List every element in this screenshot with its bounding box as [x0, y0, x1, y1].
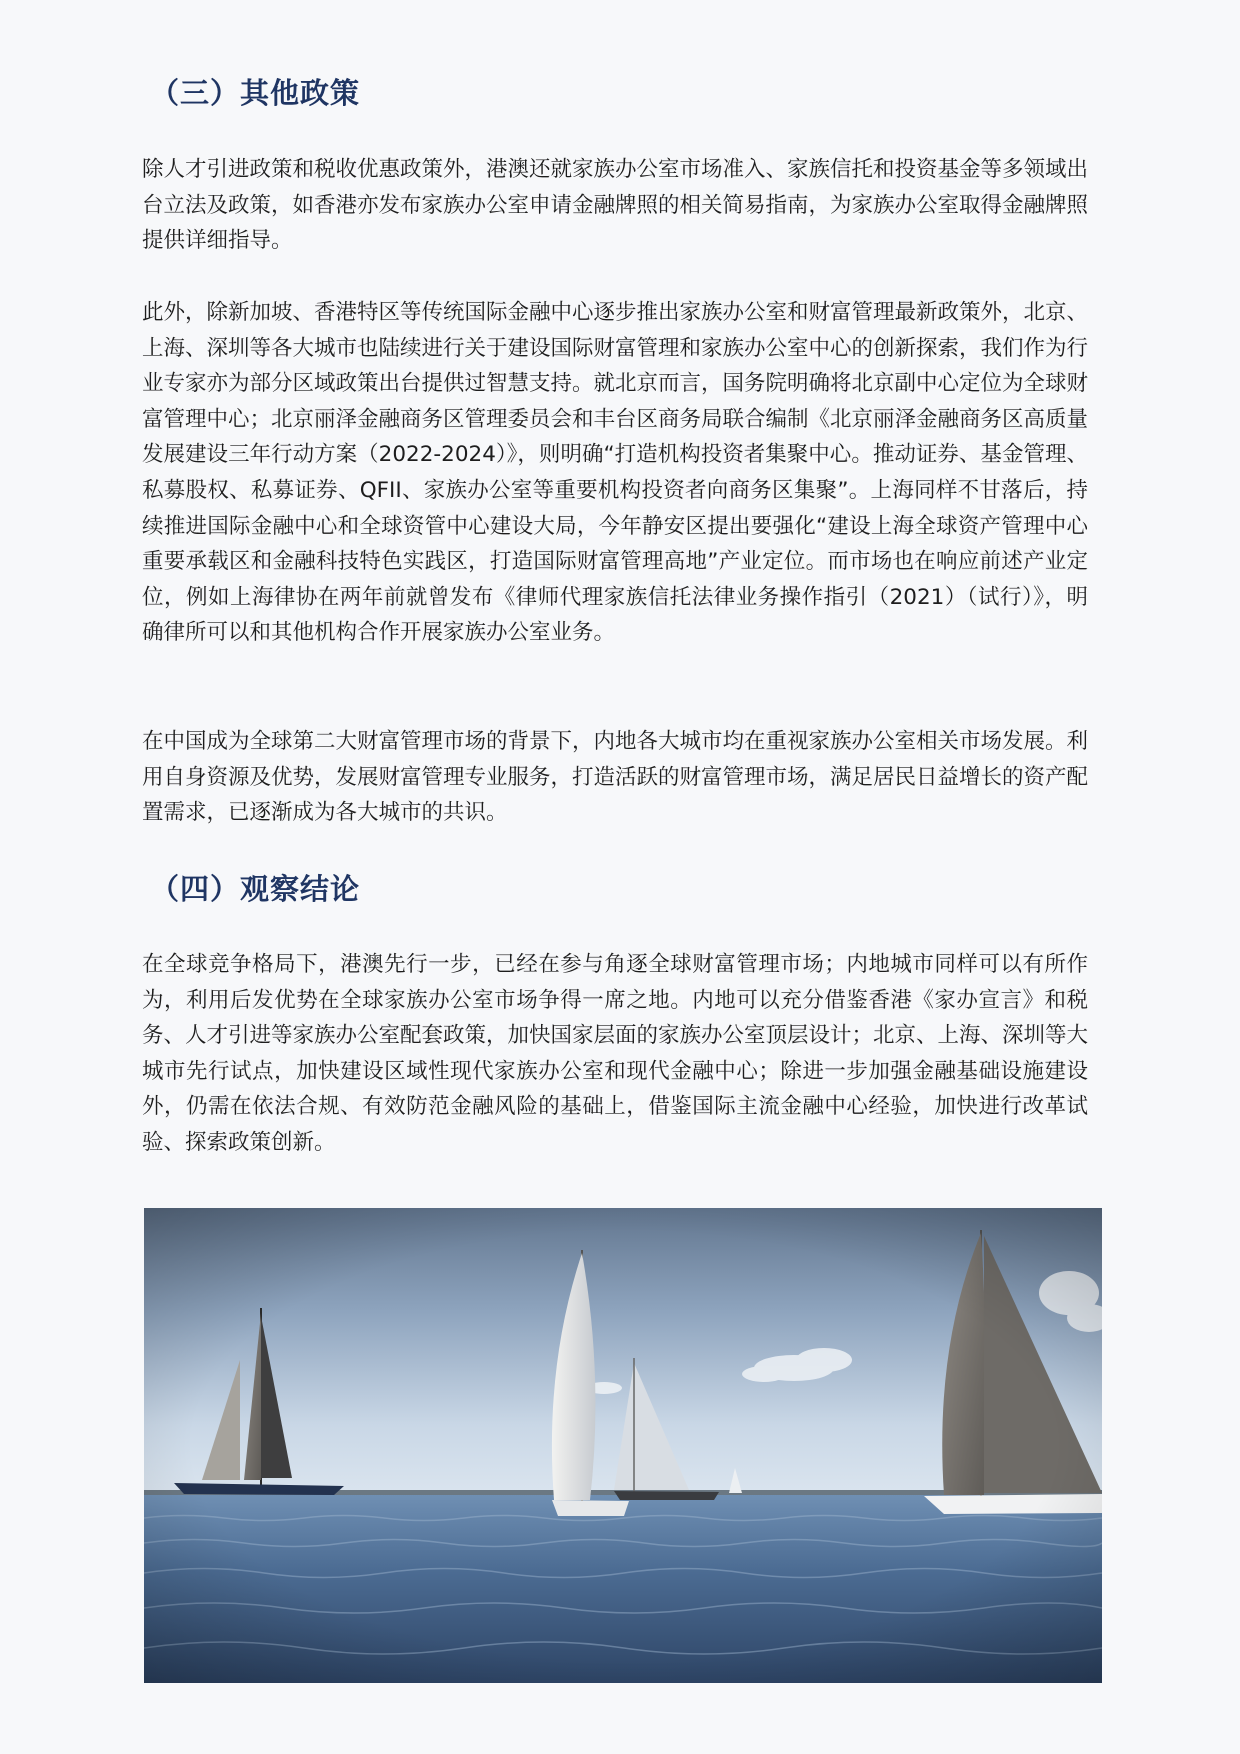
paragraph-city-policies: 此外，除新加坡、香港特区等传统国际金融中心逐步推出家族办公室和财富管理最新政策外，北京、上海、深圳等各大城市也陆续进行关于建设国际财富管理和家族办公室中心的创新探索，我们作为行业专家亦为部分区域政策出台提供过智慧支持。就北京而言，国务院明确将北京副中心定位为全球财富管理中心；北京丽泽金融商务区管理委员会和丰台区商务局联合编制《北京丽泽金融商务区高质量发展建设三年行动方案（2022-2024）》，则明确“打造机构投资者集聚中心。推动证券、基金管理、私募股权、私募证券、QFII、家族办公室等重要机构投资者向商务区集聚”。上海同样不甘落后，持续推进国际金融中心和全球资管中心建设大局，今年静安区提出要强化“建设上海全球资产管理中心重要承载区和金融科技特色实践区，打造国际财富管理高地”产业定位。而市场也在响应前述产业定位，例如上海律协在两年前就曾发布《律师代理家族信托法律业务操作指引（2021）（试行）》，明确律所可以和其他机构合作开展家族办公室业务。 — [142, 300, 1089, 646]
paragraph-conclusion: 在全球竞争格局下，港澳先行一步，已经在参与角逐全球财富管理市场；内地城市同样可以有所作为，利用后发优势在全球家族办公室市场争得一席之地。内地可以充分借鉴香港《家办宣言》和税务、人才引进等家族办公室配套政策，加快国家层面的家族办公室顶层设计；北京、上海、深圳等大城市先行试点，加快建设区域性现代家族办公室和现代金融中心；除进一步加强金融基础设施建设外，仍需在依法合规、有效防范金融风险的基础上，借鉴国际主流金融中心经验，加快进行改革试验、探索政策创新。 — [142, 952, 1089, 1155]
section-heading-other-policies: （三）其他政策 — [150, 76, 361, 110]
sailboats-photo — [144, 1208, 1102, 1683]
section-heading-conclusion: （四）观察结论 — [150, 872, 361, 906]
paragraph-wealth-market: 在中国成为全球第二大财富管理市场的背景下，内地各大城市均在重视家族办公室相关市场发展。利用自身资源及优势，发展财富管理专业服务，打造活跃的财富管理市场，满足居民日益增长的资产配置需求，已逐渐成为各大城市的共识。 — [142, 729, 1089, 826]
paragraph-market-access: 除人才引进政策和税收优惠政策外，港澳还就家族办公室市场准入、家族信托和投资基金等多领域出台立法及政策，如香港亦发布家族办公室申请金融牌照的相关简易指南，为家族办公室取得金融牌照提供详细指导。 — [142, 157, 1089, 254]
